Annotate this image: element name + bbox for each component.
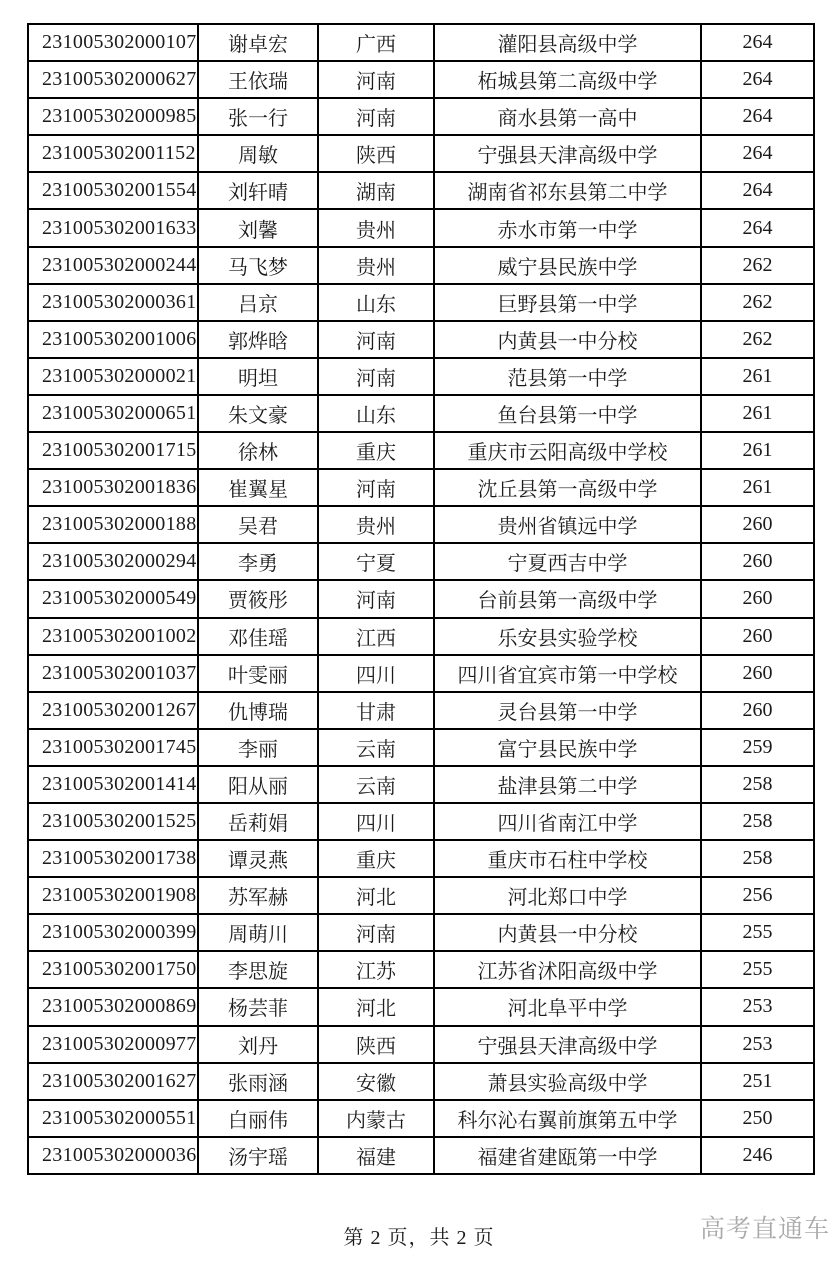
cell-student-name: 汤宇瑶 — [198, 1137, 318, 1174]
cell-school: 宁强县天津高级中学 — [434, 1026, 701, 1063]
cell-score: 262 — [701, 284, 814, 321]
cell-student-name: 杨芸菲 — [198, 988, 318, 1025]
cell-province: 四川 — [318, 655, 434, 692]
cell-student-name: 李勇 — [198, 543, 318, 580]
cell-score: 262 — [701, 247, 814, 284]
cell-student-name: 叶雯丽 — [198, 655, 318, 692]
score-table — [27, 23, 815, 1175]
table-row — [28, 655, 814, 692]
cell-exam-id: 231005302001525 — [28, 803, 198, 840]
cell-exam-id: 231005302001267 — [28, 692, 198, 729]
table-row — [28, 1026, 814, 1063]
cell-school: 福建省建瓯第一中学 — [434, 1137, 701, 1174]
cell-score: 258 — [701, 840, 814, 877]
cell-school: 巨野县第一中学 — [434, 284, 701, 321]
cell-student-name: 张雨涵 — [198, 1063, 318, 1100]
cell-exam-id: 231005302000244 — [28, 247, 198, 284]
cell-student-name: 崔翼星 — [198, 469, 318, 506]
table-row — [28, 395, 814, 432]
cell-province: 宁夏 — [318, 543, 434, 580]
table-row — [28, 247, 814, 284]
cell-student-name: 周敏 — [198, 135, 318, 172]
cell-school: 宁强县天津高级中学 — [434, 135, 701, 172]
cell-score: 253 — [701, 988, 814, 1025]
cell-exam-id: 231005302000036 — [28, 1137, 198, 1174]
cell-exam-id: 231005302000551 — [28, 1100, 198, 1137]
table-row — [28, 580, 814, 617]
table-row — [28, 98, 814, 135]
cell-exam-id: 231005302000188 — [28, 506, 198, 543]
table-row — [28, 914, 814, 951]
cell-province: 山东 — [318, 395, 434, 432]
cell-exam-id: 231005302000361 — [28, 284, 198, 321]
cell-province: 河南 — [318, 469, 434, 506]
score-table-body — [28, 24, 814, 1174]
cell-score: 264 — [701, 172, 814, 209]
table-row — [28, 321, 814, 358]
cell-exam-id: 231005302000549 — [28, 580, 198, 617]
cell-exam-id: 231005302001633 — [28, 209, 198, 246]
cell-score: 255 — [701, 951, 814, 988]
cell-school: 内黄县一中分校 — [434, 914, 701, 951]
table-row — [28, 766, 814, 803]
cell-province: 重庆 — [318, 432, 434, 469]
cell-score: 260 — [701, 655, 814, 692]
cell-province: 安徽 — [318, 1063, 434, 1100]
table-row — [28, 61, 814, 98]
cell-school: 江苏省沭阳高级中学 — [434, 951, 701, 988]
table-row — [28, 729, 814, 766]
cell-exam-id: 231005302000627 — [28, 61, 198, 98]
cell-school: 灌阳县高级中学 — [434, 24, 701, 61]
page-number-text: 第 2 页，共 2 页 — [343, 1227, 495, 1249]
cell-student-name: 谢卓宏 — [198, 24, 318, 61]
cell-student-name: 王依瑞 — [198, 61, 318, 98]
cell-school: 鱼台县第一中学 — [434, 395, 701, 432]
cell-student-name: 吴君 — [198, 506, 318, 543]
table-row — [28, 692, 814, 729]
cell-student-name: 刘轩晴 — [198, 172, 318, 209]
cell-school: 科尔沁右翼前旗第五中学 — [434, 1100, 701, 1137]
cell-student-name: 朱文豪 — [198, 395, 318, 432]
table-row — [28, 135, 814, 172]
cell-exam-id: 231005302001414 — [28, 766, 198, 803]
table-row — [28, 1063, 814, 1100]
table-row — [28, 951, 814, 988]
cell-exam-id: 231005302000977 — [28, 1026, 198, 1063]
cell-score: 256 — [701, 877, 814, 914]
cell-province: 河南 — [318, 321, 434, 358]
cell-school: 重庆市石柱中学校 — [434, 840, 701, 877]
cell-exam-id: 231005302001715 — [28, 432, 198, 469]
cell-student-name: 马飞梦 — [198, 247, 318, 284]
cell-score: 259 — [701, 729, 814, 766]
cell-province: 贵州 — [318, 209, 434, 246]
cell-score: 260 — [701, 580, 814, 617]
table-row — [28, 988, 814, 1025]
cell-score: 260 — [701, 692, 814, 729]
cell-province: 山东 — [318, 284, 434, 321]
cell-school: 范县第一中学 — [434, 358, 701, 395]
cell-school: 湖南省祁东县第二中学 — [434, 172, 701, 209]
cell-exam-id: 231005302000399 — [28, 914, 198, 951]
cell-student-name: 郭烨晗 — [198, 321, 318, 358]
cell-exam-id: 231005302001002 — [28, 618, 198, 655]
cell-province: 河南 — [318, 580, 434, 617]
cell-school: 贵州省镇远中学 — [434, 506, 701, 543]
cell-student-name: 白丽伟 — [198, 1100, 318, 1137]
table-row — [28, 469, 814, 506]
cell-score: 251 — [701, 1063, 814, 1100]
table-row — [28, 618, 814, 655]
cell-exam-id: 231005302001006 — [28, 321, 198, 358]
cell-student-name: 仇博瑞 — [198, 692, 318, 729]
cell-province: 内蒙古 — [318, 1100, 434, 1137]
cell-school: 商水县第一高中 — [434, 98, 701, 135]
cell-school: 宁夏西吉中学 — [434, 543, 701, 580]
cell-school: 灵台县第一中学 — [434, 692, 701, 729]
cell-student-name: 徐林 — [198, 432, 318, 469]
cell-school: 赤水市第一中学 — [434, 209, 701, 246]
cell-student-name: 明坦 — [198, 358, 318, 395]
cell-province: 河南 — [318, 914, 434, 951]
cell-province: 河北 — [318, 877, 434, 914]
cell-score: 260 — [701, 506, 814, 543]
cell-score: 264 — [701, 24, 814, 61]
cell-student-name: 张一行 — [198, 98, 318, 135]
cell-school: 威宁县民族中学 — [434, 247, 701, 284]
cell-province: 陕西 — [318, 135, 434, 172]
cell-student-name: 刘馨 — [198, 209, 318, 246]
table-row — [28, 209, 814, 246]
cell-province: 陕西 — [318, 1026, 434, 1063]
cell-exam-id: 231005302001750 — [28, 951, 198, 988]
cell-student-name: 苏军赫 — [198, 877, 318, 914]
cell-score: 253 — [701, 1026, 814, 1063]
cell-province: 河北 — [318, 988, 434, 1025]
cell-exam-id: 231005302001037 — [28, 655, 198, 692]
cell-province: 云南 — [318, 766, 434, 803]
cell-student-name: 谭灵燕 — [198, 840, 318, 877]
cell-score: 264 — [701, 135, 814, 172]
cell-school: 沈丘县第一高级中学 — [434, 469, 701, 506]
cell-province: 四川 — [318, 803, 434, 840]
table-row — [28, 358, 814, 395]
cell-school: 河北郑口中学 — [434, 877, 701, 914]
cell-province: 江西 — [318, 618, 434, 655]
cell-student-name: 岳莉娟 — [198, 803, 318, 840]
cell-score: 261 — [701, 395, 814, 432]
cell-province: 贵州 — [318, 247, 434, 284]
table-row — [28, 172, 814, 209]
watermark-text: 高考直通车 — [699, 1216, 830, 1243]
cell-score: 258 — [701, 803, 814, 840]
cell-school: 柘城县第二高级中学 — [434, 61, 701, 98]
cell-score: 260 — [701, 618, 814, 655]
cell-province: 湖南 — [318, 172, 434, 209]
cell-school: 四川省宜宾市第一中学校 — [434, 655, 701, 692]
cell-exam-id: 231005302000107 — [28, 24, 198, 61]
cell-student-name: 李丽 — [198, 729, 318, 766]
cell-student-name: 吕京 — [198, 284, 318, 321]
cell-province: 福建 — [318, 1137, 434, 1174]
cell-school: 萧县实验高级中学 — [434, 1063, 701, 1100]
cell-score: 250 — [701, 1100, 814, 1137]
table-row — [28, 543, 814, 580]
cell-school: 乐安县实验学校 — [434, 618, 701, 655]
cell-exam-id: 231005302000651 — [28, 395, 198, 432]
cell-province: 河南 — [318, 61, 434, 98]
table-row — [28, 1100, 814, 1137]
cell-score: 261 — [701, 469, 814, 506]
cell-exam-id: 231005302001908 — [28, 877, 198, 914]
cell-student-name: 李思旋 — [198, 951, 318, 988]
cell-exam-id: 231005302000985 — [28, 98, 198, 135]
cell-school: 河北阜平中学 — [434, 988, 701, 1025]
cell-score: 255 — [701, 914, 814, 951]
cell-student-name: 刘丹 — [198, 1026, 318, 1063]
cell-province: 甘肃 — [318, 692, 434, 729]
cell-exam-id: 231005302001627 — [28, 1063, 198, 1100]
cell-score: 260 — [701, 543, 814, 580]
cell-score: 264 — [701, 61, 814, 98]
cell-school: 富宁县民族中学 — [434, 729, 701, 766]
cell-score: 258 — [701, 766, 814, 803]
cell-exam-id: 231005302001745 — [28, 729, 198, 766]
table-row — [28, 877, 814, 914]
cell-score: 264 — [701, 98, 814, 135]
cell-exam-id: 231005302001152 — [28, 135, 198, 172]
cell-school: 台前县第一高级中学 — [434, 580, 701, 617]
cell-student-name: 阳从丽 — [198, 766, 318, 803]
cell-school: 重庆市云阳高级中学校 — [434, 432, 701, 469]
cell-school: 内黄县一中分校 — [434, 321, 701, 358]
cell-school: 盐津县第二中学 — [434, 766, 701, 803]
cell-score: 261 — [701, 432, 814, 469]
cell-exam-id: 231005302000869 — [28, 988, 198, 1025]
table-row — [28, 1137, 814, 1174]
table-row — [28, 24, 814, 61]
cell-exam-id: 231005302000294 — [28, 543, 198, 580]
cell-student-name: 邓佳瑶 — [198, 618, 318, 655]
cell-school: 四川省南江中学 — [434, 803, 701, 840]
table-row — [28, 284, 814, 321]
table-row — [28, 840, 814, 877]
cell-province: 贵州 — [318, 506, 434, 543]
cell-student-name: 贾筱彤 — [198, 580, 318, 617]
cell-province: 广西 — [318, 24, 434, 61]
cell-exam-id: 231005302001836 — [28, 469, 198, 506]
cell-province: 云南 — [318, 729, 434, 766]
table-row — [28, 432, 814, 469]
cell-score: 246 — [701, 1137, 814, 1174]
cell-score: 262 — [701, 321, 814, 358]
cell-province: 江苏 — [318, 951, 434, 988]
cell-province: 河南 — [318, 358, 434, 395]
cell-exam-id: 231005302000021 — [28, 358, 198, 395]
cell-exam-id: 231005302001554 — [28, 172, 198, 209]
cell-score: 264 — [701, 209, 814, 246]
table-row — [28, 506, 814, 543]
cell-score: 261 — [701, 358, 814, 395]
table-row — [28, 803, 814, 840]
cell-student-name: 周萌川 — [198, 914, 318, 951]
cell-province: 河南 — [318, 98, 434, 135]
cell-province: 重庆 — [318, 840, 434, 877]
cell-exam-id: 231005302001738 — [28, 840, 198, 877]
